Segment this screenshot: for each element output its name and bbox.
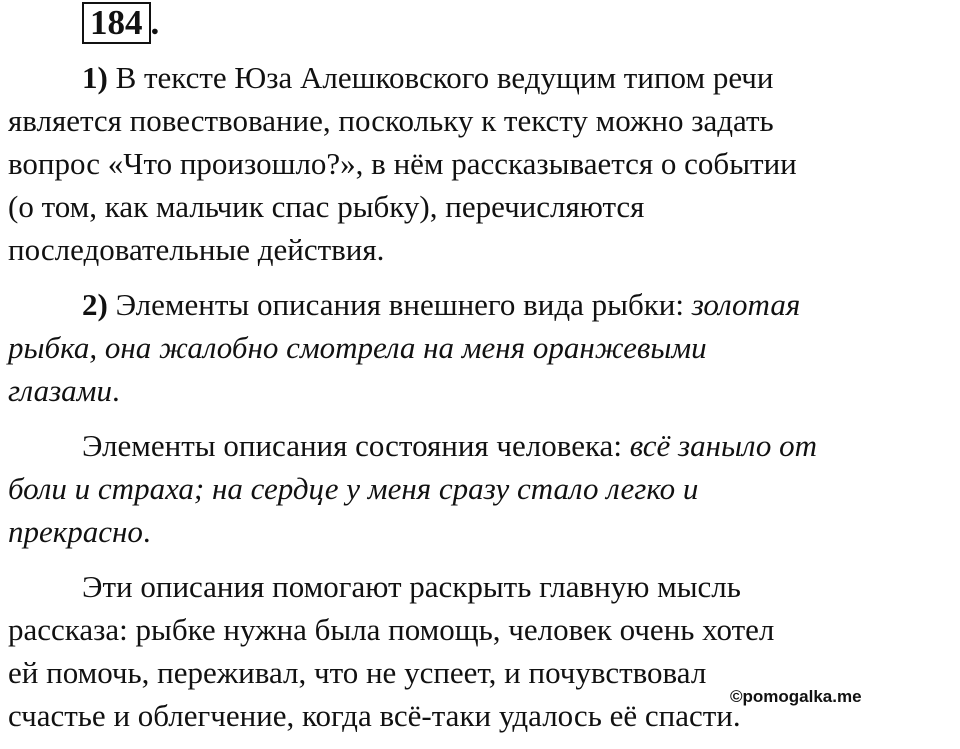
paragraph-1-line-4: (о том, как мальчик спас рыбку), перечисляются [8, 189, 645, 224]
quote-run: всё заныло от [629, 428, 818, 463]
paragraph-2-line-2 [8, 326, 958, 369]
quote-run: боли и страха; на сердце у меня сразу стало легко и [8, 471, 699, 506]
item-marker-1: 1) [82, 60, 108, 95]
text-run: . [111, 373, 120, 408]
paragraph-3-line-1 [8, 424, 958, 467]
paragraph-1 [8, 56, 958, 271]
text-run: Элементы описания состояния человека: [82, 428, 630, 463]
paragraph-4-line-1: Эти описания помогают раскрыть главную мысль [82, 569, 741, 604]
task-number-box: 184 [82, 2, 151, 44]
paragraph-4-line-4: счастье и облегчение, когда всё-таки удалось её спасти. [8, 698, 741, 733]
paragraph-3 [8, 424, 958, 553]
paragraph-3-line-2 [8, 467, 958, 510]
paragraph-1-line-3: вопрос «Что произошло?», в нём рассказывается о событии [8, 146, 797, 181]
paragraph-2-line-3 [8, 369, 958, 412]
quote-run: рыбка, она жалобно смотрела на меня оранжевыми [8, 330, 707, 365]
paragraph-2-line-1 [8, 283, 958, 326]
paragraph-4-line-3: ей помочь, переживал, что не успеет, и почувствовал [8, 655, 707, 690]
paragraph-1-line-2: является повествование, поскольку к тексту можно задать [8, 103, 774, 138]
task-number [82, 2, 159, 44]
paragraph-4-line-2: рассказа: рыбке нужна была помощь, человек очень хотел [8, 612, 775, 647]
watermark: ©pomogalka.me [730, 687, 862, 706]
paragraph-1-line-5: последовательные действия. [8, 232, 385, 267]
quote-run: прекрасно [8, 514, 143, 549]
task-number-dot: . [150, 3, 160, 42]
text-run: . [142, 514, 151, 549]
quote-run: глазами [8, 373, 112, 408]
paragraph-3-line-3 [8, 510, 958, 553]
quote-run: золотая [691, 287, 801, 322]
paragraph-2 [8, 283, 958, 412]
paragraph-4 [8, 565, 958, 737]
paragraph-1-line-1 [8, 56, 958, 99]
item-marker-2: 2) [82, 287, 108, 322]
text-run: В тексте Юза Алешковского ведущим типом речи [107, 60, 774, 95]
text-run: Элементы описания внешнего вида рыбки: [107, 287, 692, 322]
answer-text [8, 56, 958, 749]
